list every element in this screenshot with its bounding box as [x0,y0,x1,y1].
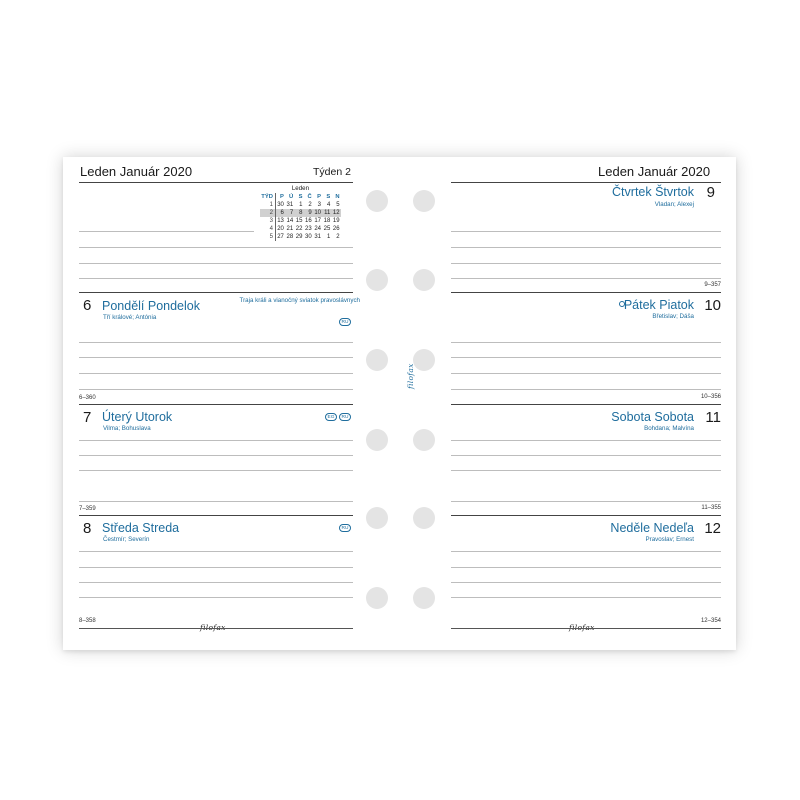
mini-day: 14 [286,218,294,224]
mini-day: 25 [323,226,331,232]
name-days: Vladan; Alexej [654,201,694,208]
mini-day: 24 [314,226,322,232]
mini-calendar-title: Leden [291,185,310,192]
mini-day: 30 [305,234,312,240]
day-counter: 8–358 [79,618,96,624]
note-line [79,357,353,358]
mini-day: 5 [336,202,340,208]
day-counter: 7–359 [79,506,96,512]
day-counter: 11–355 [701,505,721,511]
note-line [451,582,721,583]
mini-day: 28 [286,234,294,240]
mini-day: 31 [286,202,294,208]
mini-day: 2 [336,234,340,240]
day-name: Pátek Piatok [623,298,694,312]
note-line [79,470,353,471]
note-line [79,440,353,441]
mini-day: 12 [332,210,340,216]
day-number: 11 [705,409,721,426]
mini-header-wed: S [298,194,303,200]
note-line [451,373,721,374]
name-days: Bohdana; Malvína [644,425,694,432]
binder-hole [366,349,388,371]
mini-day: 21 [286,226,294,232]
mini-calendar [260,185,341,241]
mini-calendar-grid [260,193,341,241]
note-line [79,551,353,552]
mini-day: 27 [277,234,284,240]
day-counter: 12–354 [700,618,721,624]
mini-calendar-row [260,233,341,241]
day-name: Sobota Sobota [611,410,694,424]
mini-day: 3 [317,202,322,208]
binder-hole [366,269,388,291]
binder-hole [366,587,388,609]
day-number: 10 [704,297,721,314]
left-page-title: Leden Január 2020 [80,164,193,179]
name-days: Tří králové; Antónia [103,314,157,321]
mini-day: 7 [289,210,294,216]
day-number: 6 [83,297,92,314]
mini-day: 31 [314,234,322,240]
mini-day: 10 [314,210,322,216]
mini-week-number: 1 [260,201,275,209]
note-line [451,470,721,471]
mini-day: 19 [332,218,340,224]
mini-week-number: 5 [260,233,275,241]
mini-day: 8 [299,210,303,216]
day-name: Středa Streda [102,521,180,535]
binder-hole [413,190,435,212]
mini-calendar-header-row [260,193,341,201]
right-header-rule [451,182,721,183]
note-line [79,231,254,232]
note-line [79,263,353,264]
mini-day: 23 [305,226,312,232]
mini-day: 17 [314,218,322,224]
day-number: 8 [83,520,92,537]
note-line [79,278,353,279]
note-line [451,247,721,248]
mini-header-tue: Ú [288,194,294,200]
note-line [79,582,353,583]
binder-hole [366,190,388,212]
country-badge: RU [339,318,351,326]
note-line [79,373,353,374]
bottom-rule [451,628,721,629]
note-line [451,597,721,598]
mini-day: 16 [305,218,312,224]
mini-day: 29 [295,234,303,240]
filofax-logo-center: filofax [406,363,415,389]
mini-day: 30 [277,202,284,208]
week-label: Týden 2 [313,166,351,178]
binder-hole [413,349,435,371]
note-line [451,455,721,456]
note-line [79,342,353,343]
mini-day: 1 [326,234,331,240]
day-name: Pondělí Pondelok [102,299,200,313]
day-name: Čtvrtek Štvrtok [612,185,694,199]
note-line [451,278,721,279]
binder-hole [413,587,435,609]
day-counter: 9–357 [704,282,721,288]
mini-day: 26 [332,226,340,232]
mini-day: 11 [324,210,331,216]
note-line [451,342,721,343]
bottom-rule [79,628,353,629]
note-line [451,501,721,502]
binder-hole [413,429,435,451]
binder-hole [413,507,435,529]
day-number: 9 [706,184,715,201]
mini-day: 6 [280,210,284,216]
day-number: 12 [704,520,721,537]
day-number: 7 [83,409,92,426]
note-line [451,231,721,232]
note-line [451,389,721,390]
mini-day: 2 [308,202,312,208]
note-line [451,263,721,264]
day-name: Neděle Nedeľa [610,521,694,535]
mini-day: 1 [299,202,303,208]
note-line [79,389,353,390]
binder-hole [366,429,388,451]
mini-day: 15 [295,218,303,224]
mini-calendar-row-current [260,209,341,217]
holiday-note: Traja králi a vianočný sviatok pravoslávnych [239,297,360,304]
country-badge: RU [339,413,351,421]
note-line [79,455,353,456]
name-days: Vilma; Bohuslava [103,425,151,432]
mini-day: 20 [277,226,284,232]
note-line [451,567,721,568]
left-header-rule [79,182,353,183]
day-separator [451,515,721,516]
diary-sheet [63,157,736,650]
day-separator [79,515,353,516]
mini-day: 22 [295,226,303,232]
note-line [451,440,721,441]
mini-header-sun: N [335,194,340,200]
mini-header-mon: P [280,194,284,200]
note-line [79,247,353,248]
mini-calendar-row [260,217,341,225]
day-counter: 10–356 [700,394,721,400]
binder-hole [413,269,435,291]
day-separator [79,292,353,293]
note-line [451,551,721,552]
mini-header-fri: P [317,194,322,200]
mini-week-number: 3 [260,217,275,225]
binder-hole [366,507,388,529]
note-line [451,357,721,358]
day-name: Úterý Utorok [102,410,173,424]
day-separator [451,292,721,293]
day-counter: 6–360 [79,395,96,401]
mini-week-number: 4 [260,225,275,233]
right-page-title: Leden Január 2020 [598,164,711,179]
mini-week-number: 2 [260,209,275,217]
mini-day: 9 [308,210,312,216]
day-separator [79,404,353,405]
mini-day: 18 [323,218,331,224]
mini-header-thu: Č [307,194,312,200]
mini-header-sat: S [326,194,331,200]
country-badge: EG [325,413,337,421]
name-days: Břetislav; Dáša [652,313,694,320]
mini-calendar-row [260,201,341,209]
mini-calendar-row [260,225,341,233]
mini-day: 13 [277,218,284,224]
note-line [79,567,353,568]
country-badge: RU [339,524,351,532]
name-days: Pravoslav; Ernest [645,536,694,543]
name-days: Čestmír; Severín [103,536,150,543]
mini-day: 4 [326,202,331,208]
day-separator [451,404,721,405]
mini-header-week: TÝD [260,193,275,201]
note-line [79,597,353,598]
note-line [79,501,353,502]
